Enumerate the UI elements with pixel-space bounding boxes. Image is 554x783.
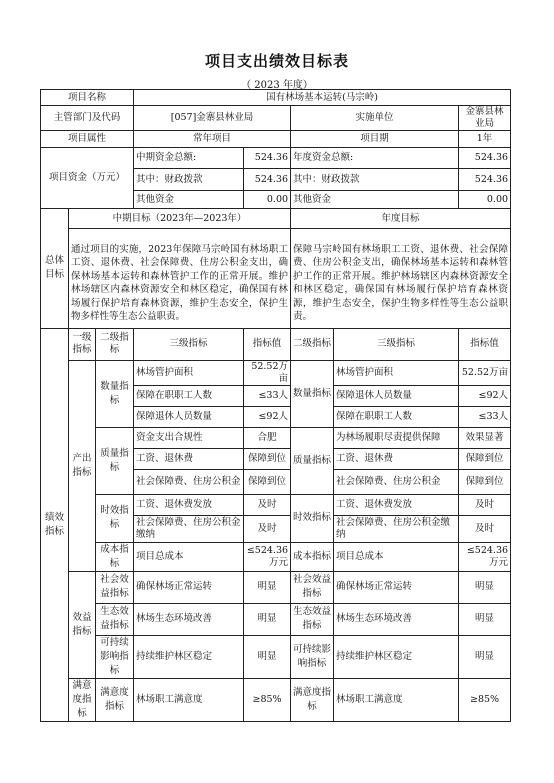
page-title: 项目支出绩效目标表 (204, 52, 349, 70)
table-row: 社会保障费、住房公积金 (134, 469, 244, 494)
table-row: 林场职工满意度 (134, 678, 244, 721)
table-row: 工资、退休费发放 (134, 494, 244, 515)
year-goal-header: 年度目标 (291, 209, 511, 229)
attr-value: 常年项目 (134, 131, 291, 148)
indicator-value: 明显 (459, 603, 511, 635)
quality-label-year: 质量指标 (291, 427, 334, 494)
table-row: 为林场履职尽责提供保障 (334, 427, 459, 448)
quality-label: 质量指标 (96, 427, 134, 494)
indicator-value: 效果显著 (459, 427, 511, 448)
table-row: 项目总成本 (134, 542, 244, 571)
indicator-value: 保障到位 (244, 448, 291, 469)
performance-table (40, 89, 511, 722)
indicators-label: 绩效指标 (41, 328, 69, 721)
indicator-value: 保障到位 (459, 469, 511, 494)
table-row: 保障退休人员数量 (134, 406, 244, 427)
table-row: 社会保障费、住房公积金缴纳 (334, 515, 459, 542)
satisfaction-label-year: 满意度指标 (291, 678, 334, 721)
header-value-year: 指标值 (459, 328, 511, 360)
indicator-value: ≥85% (459, 678, 511, 721)
quantity-label-year: 数量指标 (291, 360, 334, 427)
indicator-value: 明显 (244, 571, 291, 603)
sustain-label: 可持续影响指标 (96, 635, 134, 678)
indicator-value: 及时 (244, 494, 291, 515)
fund-label: 项目资金（万元） (41, 148, 134, 209)
impl-label: 实施单位 (291, 106, 459, 131)
indicator-value: 明显 (459, 635, 511, 678)
cost-label-year: 成本指标 (291, 542, 334, 571)
eco-label: 生态效益指标 (96, 603, 134, 635)
mid-fiscal-label: 其中：财政拨款 (134, 169, 244, 191)
indicator-value: ≤33人 (459, 406, 511, 427)
table-row: 林场管护面积 (134, 360, 244, 385)
sustain-label-year: 可持续影响指标 (291, 635, 334, 678)
indicator-value: ≥85% (244, 678, 291, 721)
indicator-value: 明显 (244, 635, 291, 678)
indicator-value: ≤33人 (244, 385, 291, 406)
indicator-value: 合肥 (244, 427, 291, 448)
indicator-value: ≤92人 (244, 406, 291, 427)
goals-label: 总体目标 (41, 209, 69, 329)
timeliness-label: 时效指标 (96, 494, 134, 542)
project-name: 国有林场基本运转(马宗岭) (134, 90, 511, 106)
table-row: 持续维护林区稳定 (334, 635, 459, 678)
social-label-year: 社会效益指标 (291, 571, 334, 603)
table-row: 持续维护林区稳定 (134, 635, 244, 678)
project-name-label: 项目名称 (41, 90, 134, 106)
year-total-label: 年度资金总额: (291, 148, 459, 169)
social-label: 社会效益指标 (96, 571, 134, 603)
impl-value: 金寨县林业局 (459, 106, 511, 131)
indicator-value: 明显 (459, 571, 511, 603)
table-row: 资金支出合规性 (134, 427, 244, 448)
table-row: 林场生态环境改善 (134, 603, 244, 635)
indicator-value: 及时 (459, 494, 511, 515)
period-label: 项目期 (291, 131, 459, 148)
fiscal-year: （ 2023 年度） (241, 80, 313, 91)
mid-goal-header: 中期目标（2023年—2023年） (69, 209, 291, 229)
indicator-value: ≤524.36万元 (244, 542, 291, 571)
year-other-value: 0.00 (459, 191, 511, 209)
year-other-label: 其他资金 (291, 191, 459, 209)
indicator-value: 52.52万亩 (244, 360, 291, 385)
table-row: 工资、退休费 (334, 448, 459, 469)
satisfaction-label-l1: 满意度指标 (69, 678, 96, 721)
table-row: 保障在职职工人数 (334, 406, 459, 427)
table-row: 林场生态环境改善 (334, 603, 459, 635)
mid-fiscal-value: 524.36 (244, 169, 291, 191)
mid-other-value: 0.00 (244, 191, 291, 209)
cost-label: 成本指标 (96, 542, 134, 571)
indicator-value: 明显 (244, 603, 291, 635)
table-row: 确保林场正常运转 (134, 571, 244, 603)
table-row: 林场职工满意度 (334, 678, 459, 721)
indicator-value: 及时 (244, 515, 291, 542)
year-fiscal-value: 524.36 (459, 169, 511, 191)
dept-label: 主管部门及代码 (41, 106, 134, 131)
table-row: 保障在职职工人数 (134, 385, 244, 406)
indicator-value: 52.52万亩 (459, 360, 511, 385)
header-level1: 一级指标 (69, 328, 96, 360)
indicator-value: ≤92人 (459, 385, 511, 406)
table-row: 林场管护面积 (334, 360, 459, 385)
table-row: 工资、退休费 (134, 448, 244, 469)
dept-value: [057]金寨县林业局 (134, 106, 291, 131)
year-total-value: 524.36 (459, 148, 511, 169)
benefit-label: 效益指标 (69, 571, 96, 678)
output-label: 产出指标 (69, 360, 96, 571)
quantity-label: 数量指标 (96, 360, 134, 427)
mid-other-label: 其他资金 (134, 191, 244, 209)
mid-total-label: 中期资金总额: (134, 148, 244, 169)
header-level3: 三级指标 (134, 328, 244, 360)
mid-goal-text: 通过项目的实施，2023年保障马宗岭国有林场职工工资、退休费、社会保障费、住房公积金支出，确保林场基本运转和森林管护工作的正常开展。维护林场辖区内森林资源安全和林区稳定，确保国有林场履行保护培育森林资源，维护生态安全，保护生物多样性等生态公益职责。 (69, 239, 291, 329)
period-value: 1年 (459, 131, 511, 148)
header-level3-year: 三级指标 (334, 328, 459, 360)
satisfaction-label-l2: 满意度指标 (96, 678, 134, 721)
table-row: 项目总成本 (334, 542, 459, 571)
table-row: 确保林场正常运转 (334, 571, 459, 603)
eco-label-year: 生态效益指标 (291, 603, 334, 635)
indicator-value: 保障到位 (459, 448, 511, 469)
table-row: 保障退休人员数量 (334, 385, 459, 406)
indicator-value: 保障到位 (244, 469, 291, 494)
header-value: 指标值 (244, 328, 291, 360)
table-row: 社会保障费、住房公积金 (334, 469, 459, 494)
header-level2-year: 二级指标 (291, 328, 334, 360)
year-fiscal-label: 其中：财政拨款 (291, 169, 459, 191)
table-row: 工资、退休费发放 (334, 494, 459, 515)
year-goal-text: 保障马宗岭国有林场职工工资、退休费、社会保障费、住房公积金支出，确保林场基本运转和森林管护工作的正常开展。维护林场辖区内森林资源安全和林区稳定，确保国有林场履行保护培育森林资源，维护生态安全，保护生物多样性等生态公益职责。 (291, 239, 511, 329)
attr-label: 项目属性 (41, 131, 134, 148)
indicator-value: 及时 (459, 515, 511, 542)
timeliness-label-year: 时效指标 (291, 494, 334, 542)
table-row: 社会保障费、住房公积金缴纳 (134, 515, 244, 542)
header-level2: 二级指标 (96, 328, 134, 360)
mid-total-value: 524.36 (244, 148, 291, 169)
indicator-value: ≤524.36万元 (459, 542, 511, 571)
